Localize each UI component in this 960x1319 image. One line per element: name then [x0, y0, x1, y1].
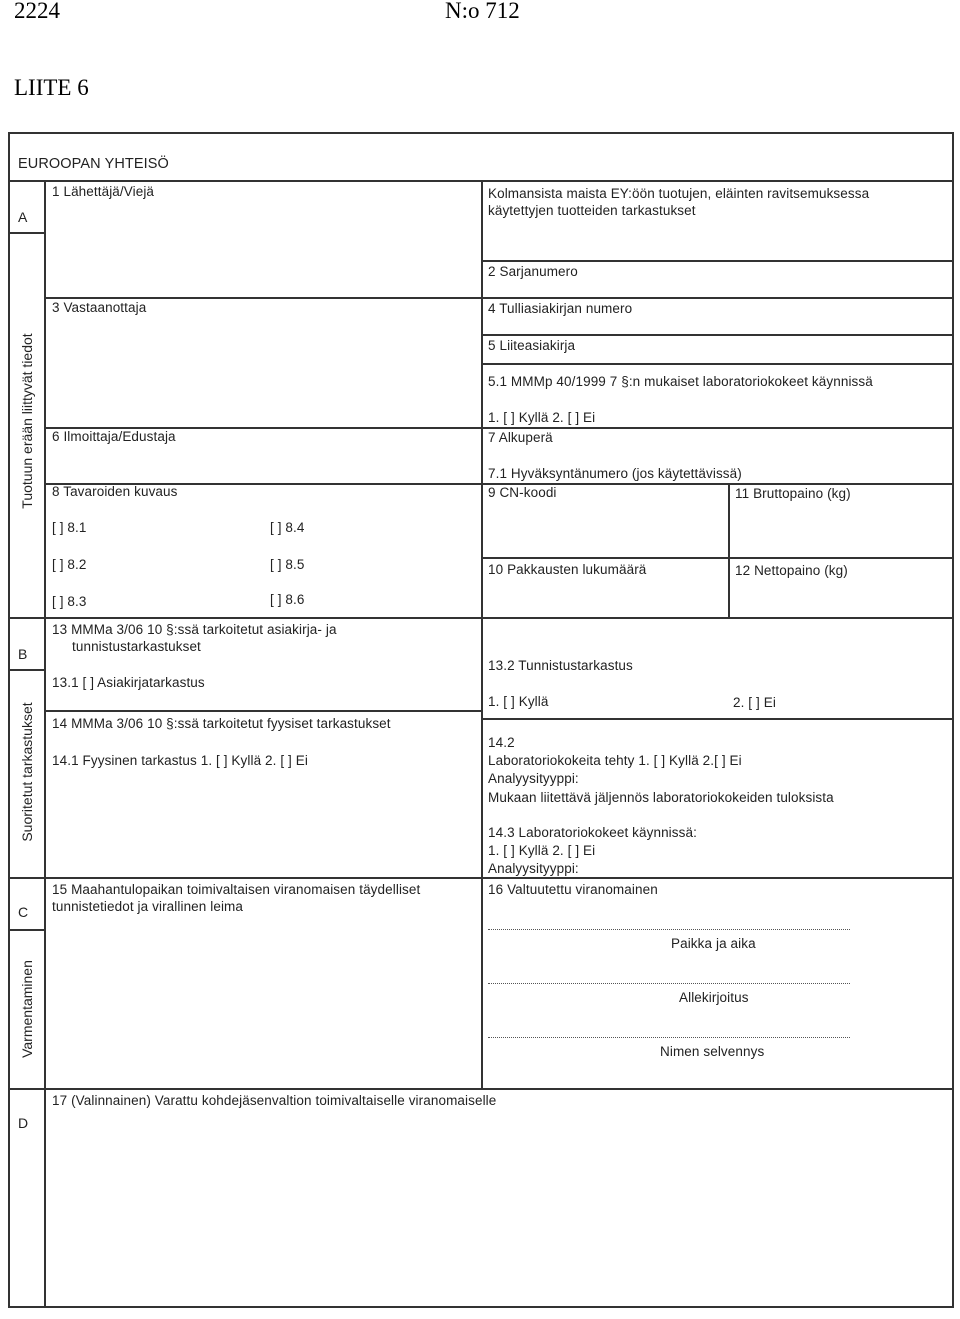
field-13-label-line1: 13 MMMa 3/06 10 §:ssä tarkoitetut asiakirja- ja [52, 622, 337, 637]
field-17-label: 17 (Valinnainen) Varattu kohdejäsenvaltion toimivaltaiselle viranomaiselle [52, 1093, 497, 1108]
field-13-2-label: 13.2 Tunnistustarkastus [488, 658, 633, 673]
field-4-label: 4 Tulliasiakirjan numero [488, 301, 633, 316]
place-date-label: Paikka ja aika [671, 936, 756, 951]
form-title-line1: Kolmansista maista EY:öön tuotujen, eläinten ravitsemuksessa [488, 186, 870, 201]
field-14-label: 14 MMMa 3/06 10 §:ssä tarkoitetut fyysiset tarkastukset [52, 716, 391, 731]
middle-column-rule [481, 180, 483, 1089]
checkbox-8-6[interactable]: [ ] 8.6 [270, 592, 305, 607]
field-14-1-physical-check[interactable]: 14.1 Fyysinen tarkastus 1. [ ] Kyllä 2. [ ] Ei [52, 753, 308, 768]
section-column-rule [44, 180, 46, 1306]
form-border-left [8, 132, 10, 1307]
field-8-label: 8 Tavaroiden kuvaus [52, 484, 178, 499]
field-13-label-line2: tunnistustarkastukset [72, 639, 201, 654]
name-clarification-line[interactable] [488, 1037, 850, 1038]
field-5-rule [481, 334, 954, 336]
community-label: EUROOPAN YHTEISÖ [18, 156, 169, 172]
field-14-2-rule [481, 718, 954, 720]
field-15-label-line1: 15 Maahantulopaikan toimivaltaisen viranomaisen täydelliset [52, 882, 421, 897]
checkbox-8-4[interactable]: [ ] 8.4 [270, 520, 305, 535]
field-6-label: 6 Ilmoittaja/Edustaja [52, 429, 176, 444]
section-a-letter-rule [8, 232, 45, 234]
field-16-label: 16 Valtuutettu viranomainen [488, 882, 658, 897]
section-a-side-label: Tuotuun erään liittyvät tiedot [19, 333, 35, 509]
field-14-2-attachment-note: Mukaan liitettävä jäljennös laboratoriokokeiden tuloksista [488, 790, 834, 805]
signature-line[interactable] [488, 983, 850, 984]
form-border-top [8, 132, 954, 134]
page-number: 2224 [14, 0, 60, 23]
field-14-rule [44, 710, 482, 712]
field-5-label: 5 Liiteasiakirja [488, 338, 576, 353]
section-b-letter-rule [8, 669, 45, 671]
form-border-right [952, 132, 954, 1307]
field-10-rule [481, 557, 954, 559]
field-5-1-label: 5.1 MMMp 40/1999 7 §:n mukaiset laboratoriokokeet käynnissä [488, 374, 873, 389]
field-15-label-line2: tunnistetiedot ja virallinen leima [52, 899, 244, 914]
issue-number: N:o 712 [445, 0, 520, 23]
section-d-letter: D [18, 1115, 29, 1131]
section-b-side-label: Suoritetut tarkastukset [19, 702, 35, 842]
field-3-rule [44, 297, 954, 299]
field-6-rule [44, 427, 954, 429]
section-b-letter: B [18, 646, 28, 662]
field-11-column-rule [728, 483, 730, 618]
field-5-1-rule [481, 363, 954, 365]
field-9-label: 9 CN-koodi [488, 485, 557, 500]
field-14-3-options[interactable]: 1. [ ] Kyllä 2. [ ] Ei [488, 843, 596, 858]
field-7-label: 7 Alkuperä [488, 430, 553, 445]
section-c-side-label: Varmentaminen [19, 960, 35, 1058]
section-a-letter: A [18, 209, 28, 225]
field-5-1-options[interactable]: 1. [ ] Kyllä 2. [ ] Ei [488, 410, 596, 425]
field-13-2-yes[interactable]: 1. [ ] Kyllä [488, 694, 549, 709]
field-14-2-lab-tests[interactable]: Laboratoriokokeita tehty 1. [ ] Kyllä 2.[ ] Ei [488, 753, 742, 768]
checkbox-8-3[interactable]: [ ] 8.3 [52, 594, 87, 609]
place-date-line[interactable] [488, 929, 850, 930]
field-12-label: 12 Nettopaino (kg) [735, 563, 848, 578]
field-2-rule [481, 260, 954, 262]
form-border-bottom [8, 1306, 954, 1308]
field-3-label: 3 Vastaanottaja [52, 300, 147, 315]
field-11-label: 11 Bruttopaino (kg) [735, 486, 851, 501]
form-title-line2: käytettyjen tuotteiden tarkastukset [488, 203, 696, 218]
name-clarification-label: Nimen selvennys [660, 1044, 765, 1059]
field-2-label: 2 Sarjanumero [488, 264, 578, 279]
field-13-1-checkbox[interactable]: 13.1 [ ] Asiakirjatarkastus [52, 675, 205, 690]
field-10-label: 10 Pakkausten lukumäärä [488, 562, 647, 577]
field-14-2-label: 14.2 [488, 735, 515, 750]
checkbox-8-1[interactable]: [ ] 8.1 [52, 520, 87, 535]
section-c-letter: C [18, 904, 29, 920]
signature-label: Allekirjoitus [679, 990, 749, 1005]
checkbox-8-2[interactable]: [ ] 8.2 [52, 557, 87, 572]
field-14-2-analysis-type: Analyysityyppi: [488, 771, 579, 786]
field-14-3-label: 14.3 Laboratoriokokeet käynnissä: [488, 825, 697, 840]
field-7-1-label: 7.1 Hyväksyntänumero (jos käytettävissä) [488, 466, 742, 481]
section-c-letter-rule [8, 929, 45, 931]
field-13-2-no[interactable]: 2. [ ] Ei [733, 695, 776, 710]
field-1-label: 1 Lähettäjä/Viejä [52, 184, 155, 199]
checkbox-8-5[interactable]: [ ] 8.5 [270, 557, 305, 572]
field-14-3-analysis-type: Analyysityyppi: [488, 861, 579, 876]
appendix-title: LIITE 6 [14, 75, 89, 100]
